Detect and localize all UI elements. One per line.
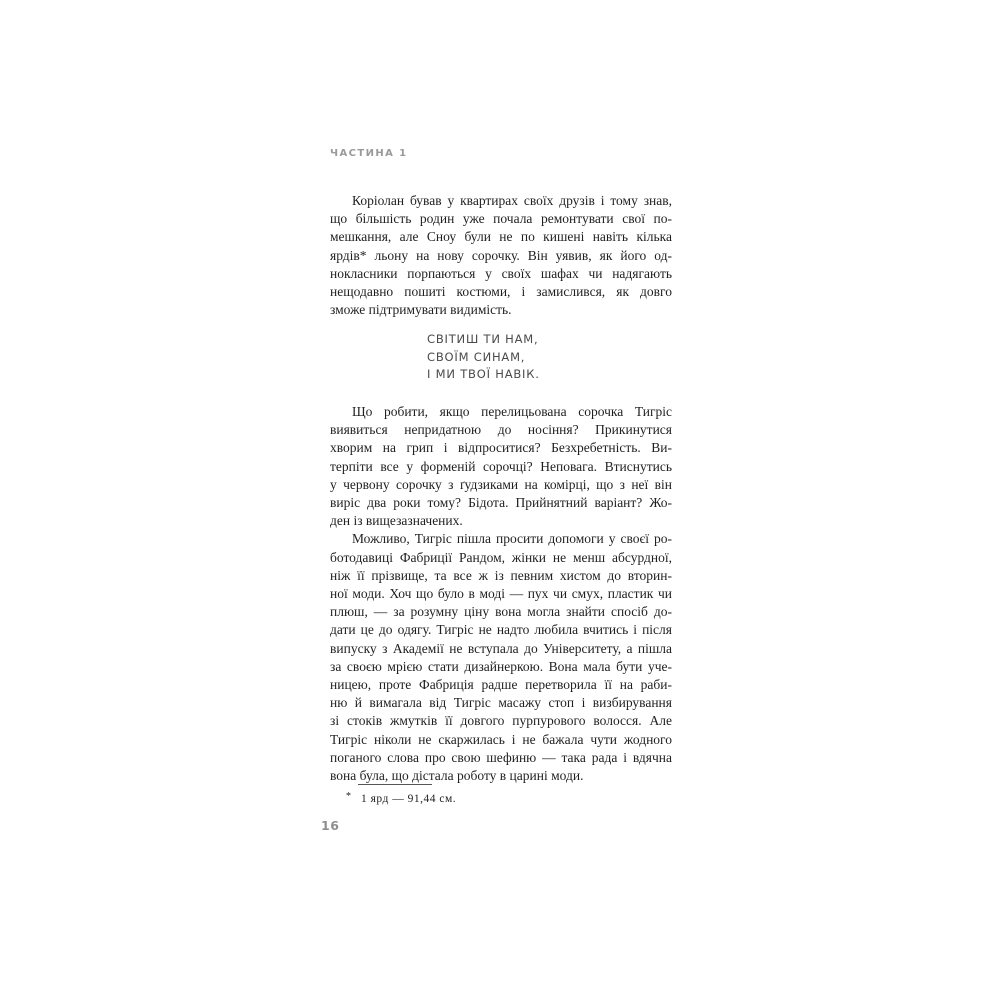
body-text-line: плюш, — за розумну ціну вона могла знайти спосіб до- — [330, 604, 672, 620]
body-text-line: зможе підтримувати видимість. — [330, 302, 512, 318]
body-text-line: хворим на грип і відпроситися? Безхребетність. Ви- — [330, 440, 672, 456]
body-text-line: ницею, проте Фабриція радше перетворила її на раби- — [330, 676, 672, 692]
paragraph-2 — [330, 403, 672, 530]
body-text-line: Коріолан бував у квартирах своїх друзів і тому знав, — [352, 193, 672, 208]
body-text-line: мешкання, але Сноу були не по кишені навіть кілька — [330, 229, 672, 245]
body-text-line: Тигріс ніколи не скаржилась і не бажала чути жодного — [330, 731, 672, 747]
body-text-line: ден із вищезазначених. — [330, 513, 463, 529]
body-text-line: ню й вимагала від Тигріс масажу стоп і визбирування — [330, 695, 672, 711]
body-text-line: у червону сорочку з ґудзиками на комірці, що з неї він — [330, 476, 672, 492]
body-text-line: поганого слова про свою шефиню — така рада і вдячна — [330, 749, 672, 765]
body-text-line: ярдів* льону на нову сорочку. Він уявив, як його од- — [330, 247, 672, 263]
page-number: 16 — [321, 818, 340, 833]
body-text-line: за своєю мрією стати дизайнеркою. Вона мала бути уче- — [330, 658, 672, 674]
verse-line: СВІТИШ ТИ НАМ, — [427, 332, 539, 347]
paragraph-3 — [330, 530, 672, 785]
body-text-line: виявиться непридатною до носіння? Прикинутися — [330, 422, 672, 438]
body-text-line: випуску з Академії не вступала до Університету, а пішла — [330, 640, 672, 656]
body-text-line: що більшість родин уже почала ремонтувати свої по- — [330, 211, 672, 227]
footnote — [330, 784, 672, 807]
footnote-rule — [358, 784, 432, 785]
body-text-line: ніж її прізвище, та все ж із певним хистом до вторин- — [330, 567, 672, 583]
footnote-marker: * — [346, 791, 351, 802]
body-text-line: зі стоків жмутків її довгого пурпурового волосся. Але — [330, 713, 672, 729]
footnote-row — [330, 789, 672, 807]
body-text-line: вона була, що дістала роботу в царині моди. — [330, 767, 584, 783]
body-text-line: нещодавно пошиті костюми, і замислився, як довго — [330, 284, 672, 300]
body-text-line: дати це до одягу. Тигріс не надто любила вчитись і після — [330, 622, 672, 638]
body-text-line: виріс два роки тому? Бідота. Прийнятний варіант? Жо- — [330, 494, 672, 510]
paragraph-1 — [330, 192, 672, 319]
body-text-line: Що робити, якщо перелицьована сорочка Тигріс — [352, 403, 672, 419]
body-text-line: ної моди. Хоч що було в моді — пух чи смух, пластик чи — [330, 585, 672, 601]
verse-line: СВОЇМ СИНАМ, — [427, 349, 526, 364]
body-text-line: ботодавиці Фабриції Рандом, жінки не менш абсурдної, — [330, 549, 672, 565]
verse-line: І МИ ТВОЇ НАВІК. — [427, 367, 540, 382]
chapter-running-head: ЧАСТИНА 1 — [330, 148, 408, 159]
footnote-text: 1 ярд — 91,44 см. — [361, 793, 457, 805]
body-text-line: терпіти все у форменій сорочці? Неповага. Втиснутись — [330, 458, 672, 474]
body-text-line: Можливо, Тигріс пішла просити допомоги у своєї ро- — [352, 531, 672, 547]
body-text-line: нокласники порпаються у своїх шафах чи надягають — [330, 265, 672, 281]
text-block — [330, 192, 672, 785]
verse-block — [427, 331, 672, 384]
